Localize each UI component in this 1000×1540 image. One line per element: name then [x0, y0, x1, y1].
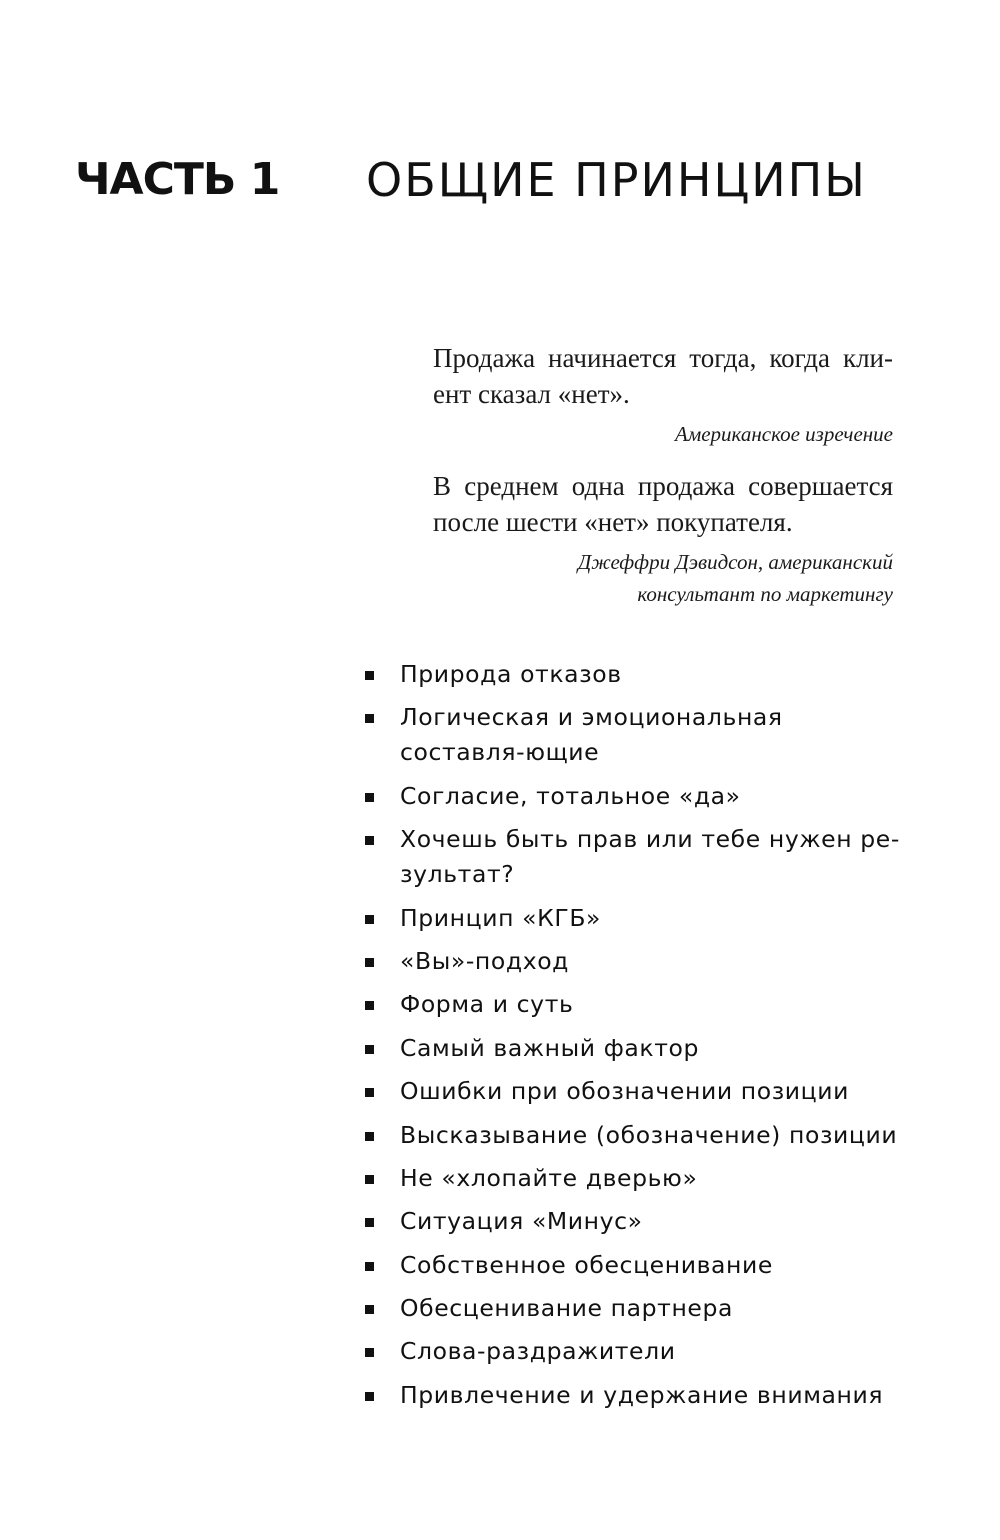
list-item	[365, 1291, 905, 1326]
topic-text: Самый важный фактор	[400, 1033, 699, 1062]
square-bullet-icon	[365, 1088, 374, 1097]
epigraphs	[433, 340, 893, 628]
list-item	[365, 1334, 905, 1369]
topic-text: Логическая и эмоциональная составля-ющие	[400, 703, 783, 767]
square-bullet-icon	[365, 671, 374, 680]
square-bullet-icon	[365, 714, 374, 723]
list-item	[365, 1161, 905, 1196]
topic-text: «Вы»-подход	[400, 946, 570, 975]
topic-text: Высказывание (обозначение) позиции	[400, 1120, 898, 1149]
epigraph-text: Продажа начинается тогда, когда кли-ент сказал «нет».	[433, 343, 893, 409]
list-item	[365, 700, 905, 770]
epigraph-text: В среднем одна продажа совершается после шести «нет» покупателя.	[433, 471, 893, 537]
list-item	[365, 822, 905, 892]
list-item	[365, 987, 905, 1022]
square-bullet-icon	[365, 1262, 374, 1271]
topic-text: Ошибки при обозначении позиции	[400, 1077, 850, 1106]
square-bullet-icon	[365, 1348, 374, 1357]
square-bullet-icon	[365, 1045, 374, 1054]
epigraph-author-line: Джеффри Дэвидсон, американский	[577, 550, 893, 574]
part-title: ОБЩИЕ ПРИНЦИПЫ	[366, 153, 867, 207]
part-label: ЧАСТЬ 1	[75, 154, 280, 205]
square-bullet-icon	[365, 1132, 374, 1141]
topic-text: Природа отказов	[400, 660, 622, 688]
list-item	[365, 1378, 905, 1413]
epigraph-author	[433, 546, 893, 610]
square-bullet-icon	[365, 836, 374, 845]
epigraph-author-line: Американское изречение	[675, 422, 893, 446]
topic-list	[365, 657, 905, 1421]
square-bullet-icon	[365, 958, 374, 967]
topic-text: Собственное обесценивание	[400, 1250, 773, 1279]
topic-text: Форма и суть	[400, 990, 574, 1019]
square-bullet-icon	[365, 1218, 374, 1227]
list-item	[365, 1031, 905, 1066]
list-item	[365, 657, 905, 692]
square-bullet-icon	[365, 915, 374, 924]
topic-text: Не «хлопайте дверью»	[400, 1163, 698, 1192]
epigraph-author	[433, 418, 893, 450]
epigraph-author-line: консультант по маркетингу	[637, 582, 893, 606]
topic-text: Привлечение и удержание внимания	[400, 1380, 884, 1409]
list-item	[365, 1118, 905, 1153]
topic-text: Хочешь быть прав или тебе нужен ре-зультат?	[400, 825, 900, 889]
epigraph	[433, 340, 893, 450]
list-item	[365, 779, 905, 814]
square-bullet-icon	[365, 1001, 374, 1010]
square-bullet-icon	[365, 1392, 374, 1401]
topic-text: Принцип «КГБ»	[400, 903, 602, 932]
square-bullet-icon	[365, 793, 374, 802]
list-item	[365, 1204, 905, 1239]
list-item	[365, 1248, 905, 1283]
topic-text: Согласие, тотальное «да»	[400, 781, 741, 810]
topic-text: Слова-раздражители	[400, 1337, 676, 1366]
topic-text: Ситуация «Минус»	[400, 1207, 643, 1236]
square-bullet-icon	[365, 1305, 374, 1314]
epigraph	[433, 468, 893, 610]
list-item	[365, 1074, 905, 1109]
list-item	[365, 901, 905, 936]
square-bullet-icon	[365, 1175, 374, 1184]
topic-text: Обесценивание партнера	[400, 1294, 733, 1323]
list-item	[365, 944, 905, 979]
